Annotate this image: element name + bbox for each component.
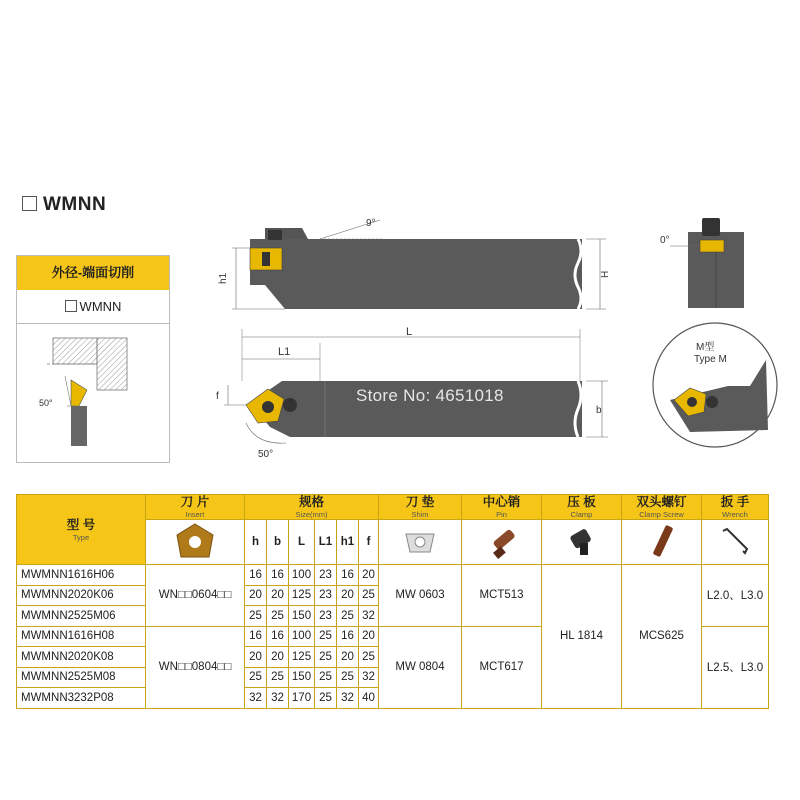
type-cell: MWMNN3232P08 bbox=[17, 688, 146, 709]
shim-picture bbox=[379, 520, 462, 565]
size-cell: 125 bbox=[289, 585, 315, 606]
size-cell: 20 bbox=[337, 647, 359, 668]
spec-table bbox=[16, 494, 769, 709]
pin-cell: MCT513 bbox=[462, 565, 542, 627]
clamp-cell: HL 1814 bbox=[542, 565, 622, 709]
pin-cell: MCT617 bbox=[462, 626, 542, 708]
clamp-screw-icon bbox=[642, 521, 682, 561]
L1-label: L1 bbox=[278, 346, 291, 358]
size-cell: 100 bbox=[289, 565, 315, 586]
header-clamp-screw: 双头螺钉 Clamp Screw bbox=[622, 495, 702, 520]
size-cell: 32 bbox=[359, 606, 379, 627]
size-cell: 25 bbox=[337, 606, 359, 627]
header-wrench: 扳 手 Wrench bbox=[702, 495, 769, 520]
size-cell: 20 bbox=[245, 647, 267, 668]
angle-label: 9° bbox=[366, 218, 376, 229]
size-col-L: L bbox=[289, 520, 315, 565]
size-cell: 150 bbox=[289, 606, 315, 627]
size-cell: 170 bbox=[289, 688, 315, 709]
store-watermark: Store No: 4651018 bbox=[356, 386, 504, 405]
size-col-b: b bbox=[267, 520, 289, 565]
clamp-screw-picture bbox=[622, 520, 702, 565]
wrench-cell: L2.0、L3.0 bbox=[702, 565, 769, 627]
type-m-inset bbox=[650, 320, 780, 450]
checkbox-icon bbox=[22, 196, 37, 211]
size-cell: 25 bbox=[359, 647, 379, 668]
angle-label: 50° bbox=[258, 449, 274, 460]
checkbox-icon bbox=[65, 300, 77, 312]
application-info-box bbox=[16, 255, 170, 463]
insert-picture bbox=[146, 520, 245, 565]
shim-icon bbox=[400, 524, 440, 558]
size-cell: 25 bbox=[359, 585, 379, 606]
size-cell: 40 bbox=[359, 688, 379, 709]
clamp-shape bbox=[283, 398, 297, 412]
size-cell: 16 bbox=[267, 565, 289, 586]
size-cell: 150 bbox=[289, 667, 315, 688]
type-cell: MWMNN2020K06 bbox=[17, 585, 146, 606]
insert-shape bbox=[71, 380, 87, 406]
size-cell: 32 bbox=[359, 667, 379, 688]
size-cell: 23 bbox=[315, 565, 337, 586]
size-col-f: f bbox=[359, 520, 379, 565]
series-title-text: WMNN bbox=[43, 194, 107, 215]
header-type: 型 号 Type bbox=[17, 495, 146, 565]
header-clamp: 压 板 Clamp bbox=[542, 495, 622, 520]
pin-picture bbox=[462, 520, 542, 565]
insert-shape bbox=[700, 240, 724, 252]
application-subheading-text: WMNN bbox=[79, 299, 122, 314]
header-pin: 中心销 Pin bbox=[462, 495, 542, 520]
header-shim: 刀 垫 Shim bbox=[379, 495, 462, 520]
type-cell: MWMNN2525M08 bbox=[17, 667, 146, 688]
insert-cell: WN□□0804□□ bbox=[146, 626, 245, 708]
application-diagram bbox=[17, 324, 169, 462]
f-label: f bbox=[216, 391, 219, 402]
size-cell: 125 bbox=[289, 647, 315, 668]
size-cell: 32 bbox=[245, 688, 267, 709]
size-cell: 20 bbox=[337, 585, 359, 606]
clamp-screw-shape bbox=[702, 218, 720, 236]
size-col-L1: L1 bbox=[315, 520, 337, 565]
size-cell: 20 bbox=[245, 585, 267, 606]
size-cell: 25 bbox=[315, 647, 337, 668]
header-insert: 刀 片 Insert bbox=[146, 495, 245, 520]
application-subheading bbox=[17, 290, 169, 324]
size-cell: 100 bbox=[289, 626, 315, 647]
wrench-picture bbox=[702, 520, 769, 565]
h1-label: h1 bbox=[218, 272, 229, 284]
angle-label: 0° bbox=[660, 235, 670, 246]
size-cell: 16 bbox=[245, 565, 267, 586]
tool-shank-shape bbox=[71, 406, 87, 446]
size-cell: 23 bbox=[315, 606, 337, 627]
size-cell: 32 bbox=[267, 688, 289, 709]
wrench-icon bbox=[715, 521, 755, 561]
size-col-h1: h1 bbox=[337, 520, 359, 565]
size-cell: 25 bbox=[337, 667, 359, 688]
wrench-cell: L2.5、L3.0 bbox=[702, 626, 769, 708]
clamp-shape bbox=[706, 396, 718, 408]
size-cell: 25 bbox=[245, 606, 267, 627]
size-cell: 16 bbox=[267, 626, 289, 647]
angle-label: 50° bbox=[39, 398, 53, 408]
size-cell: 25 bbox=[267, 606, 289, 627]
size-cell: 25 bbox=[245, 667, 267, 688]
table-row bbox=[17, 565, 769, 586]
series-title bbox=[22, 194, 106, 216]
size-cell: 16 bbox=[245, 626, 267, 647]
header-size: 规格 Size(mm) bbox=[245, 495, 379, 520]
L-label: L bbox=[406, 326, 413, 338]
shim-cell: MW 0804 bbox=[379, 626, 462, 708]
pin-icon bbox=[482, 521, 522, 561]
tool-side-view-drawing bbox=[650, 210, 760, 320]
size-cell: 16 bbox=[337, 565, 359, 586]
size-cell: 20 bbox=[359, 565, 379, 586]
type-cell: MWMNN1616H06 bbox=[17, 565, 146, 586]
size-cell: 25 bbox=[267, 667, 289, 688]
size-cell: 16 bbox=[337, 626, 359, 647]
type-cell: MWMNN2525M06 bbox=[17, 606, 146, 627]
insert-icon bbox=[173, 521, 217, 561]
size-cell: 25 bbox=[315, 626, 337, 647]
clamp-screw-cell: MCS625 bbox=[622, 565, 702, 709]
type-label-en: Type M bbox=[694, 354, 727, 365]
tool-elevation-drawing bbox=[210, 210, 620, 320]
type-cell: MWMNN1616H08 bbox=[17, 626, 146, 647]
size-cell: 32 bbox=[337, 688, 359, 709]
b-label: b bbox=[596, 405, 602, 416]
size-col-h: h bbox=[245, 520, 267, 565]
application-heading: 外径-端面切削 bbox=[17, 256, 169, 290]
clamp-picture bbox=[542, 520, 622, 565]
workpiece-shape bbox=[53, 338, 97, 364]
size-cell: 25 bbox=[315, 688, 337, 709]
size-cell: 25 bbox=[315, 667, 337, 688]
H-label: H bbox=[600, 270, 611, 278]
type-cell: MWMNN2020K08 bbox=[17, 647, 146, 668]
shank-shape bbox=[320, 239, 582, 309]
size-cell: 20 bbox=[267, 647, 289, 668]
shim-cell: MW 0603 bbox=[379, 565, 462, 627]
size-cell: 20 bbox=[267, 585, 289, 606]
insert-cell: WN□□0604□□ bbox=[146, 565, 245, 627]
size-cell: 23 bbox=[315, 585, 337, 606]
workpiece-shape bbox=[97, 338, 127, 390]
size-cell: 20 bbox=[359, 626, 379, 647]
clamp-icon bbox=[562, 521, 602, 561]
type-label-cn: M型 bbox=[696, 342, 715, 353]
